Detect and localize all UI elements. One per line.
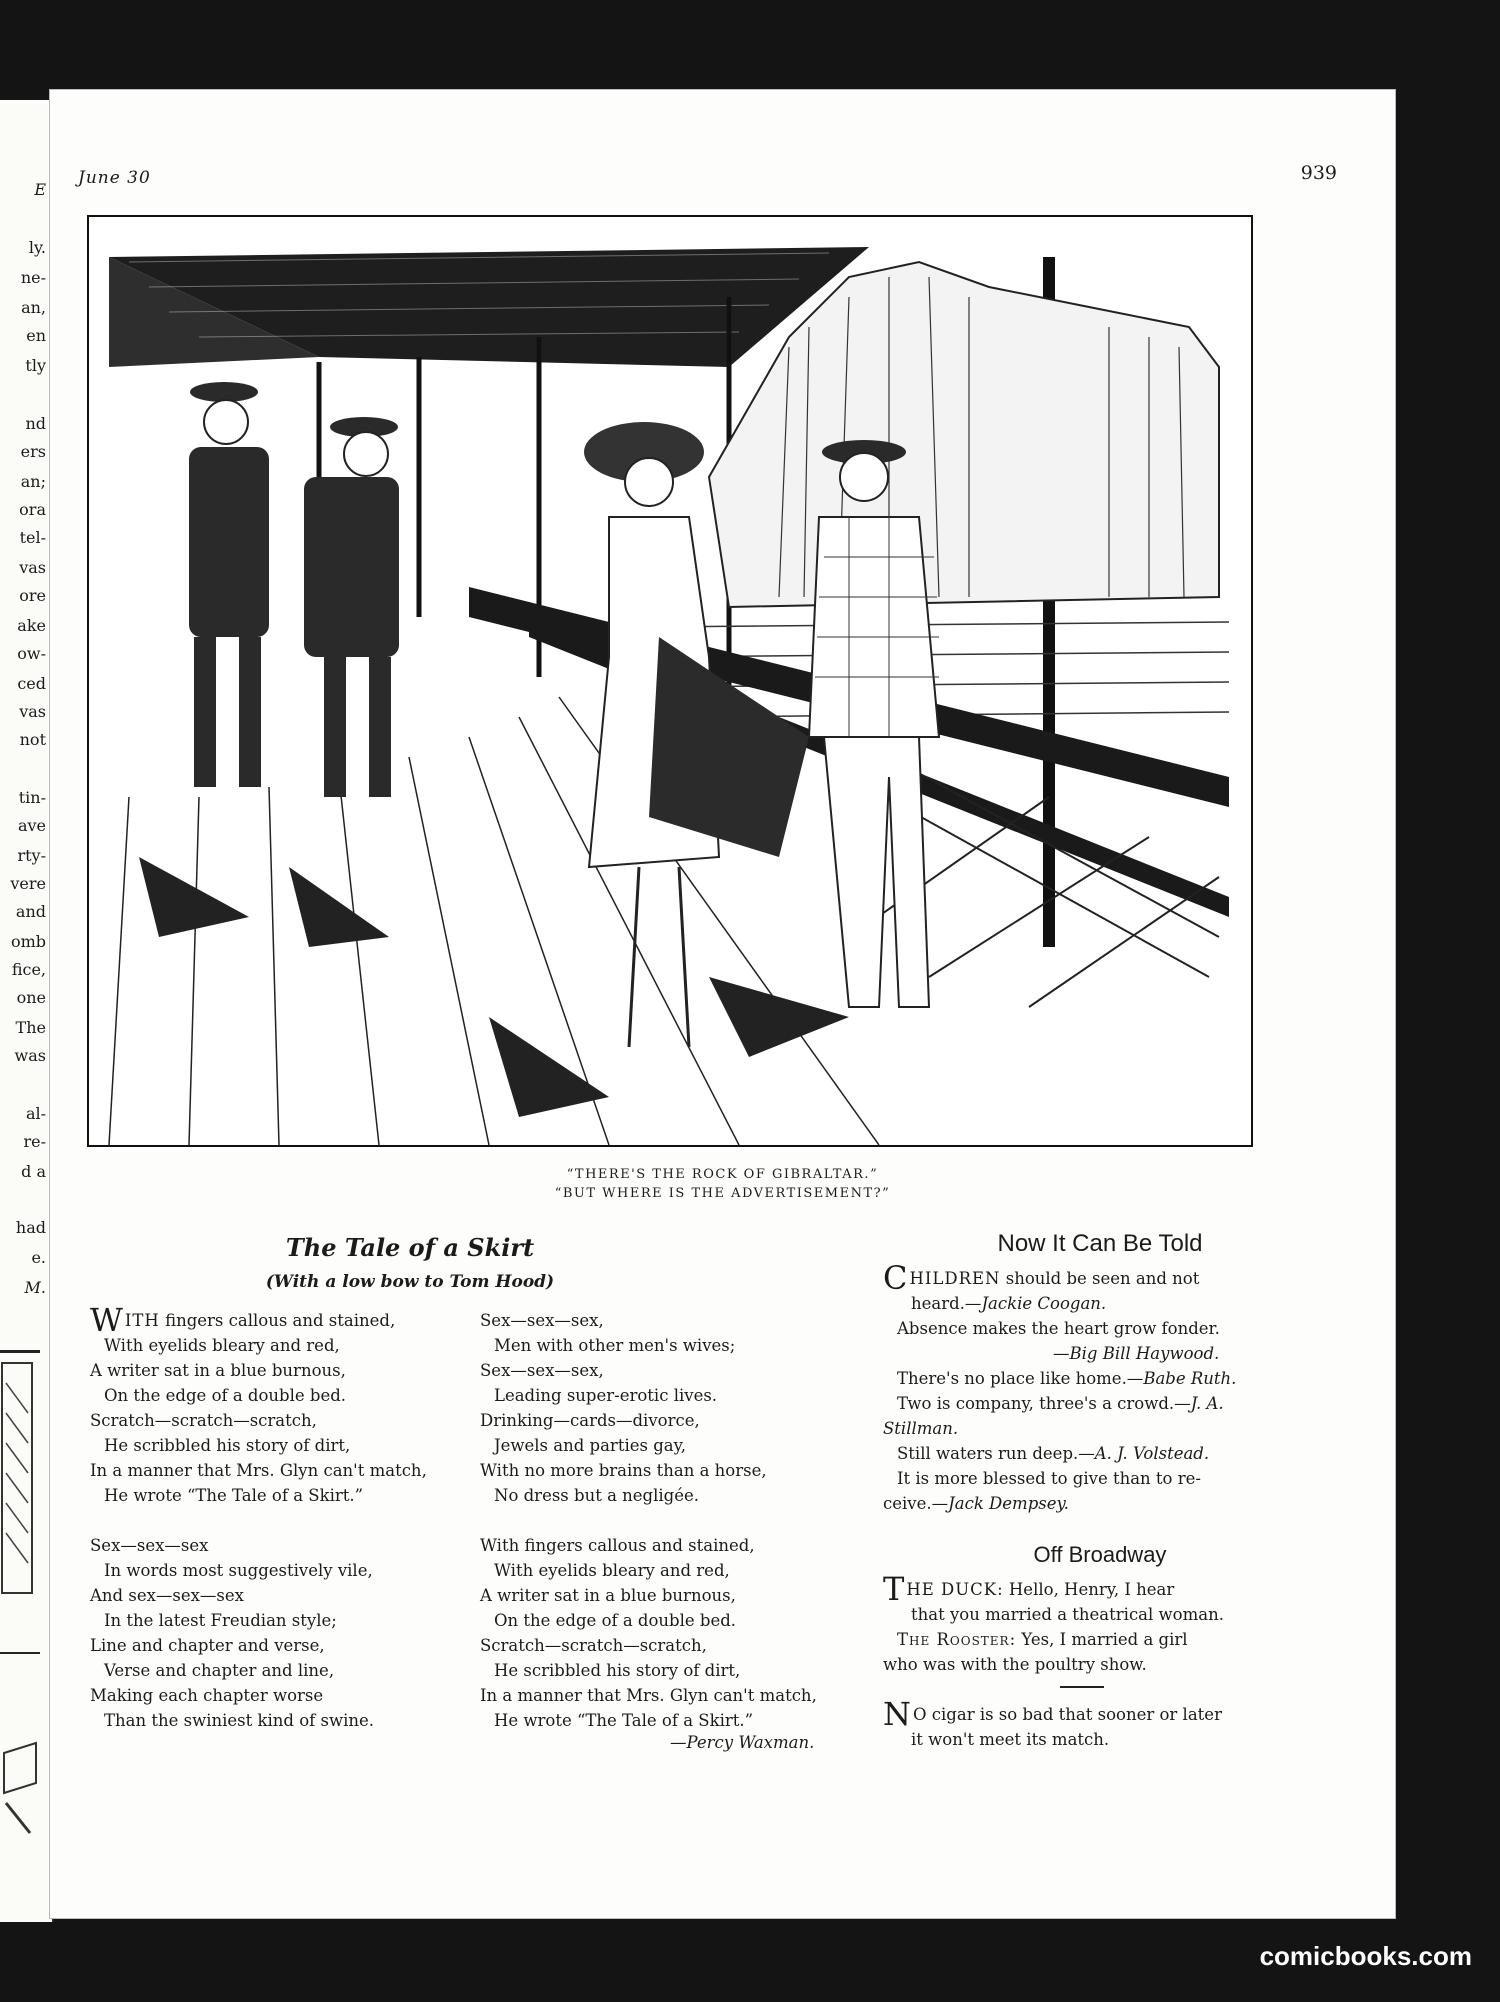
dropcap-t: T <box>883 1570 905 1608</box>
quote-attribution: Jack Dempsey. <box>948 1494 1069 1513</box>
facing-page-word-fragment: ced <box>17 674 46 693</box>
poem-line: With eyelids bleary and red, <box>104 1336 340 1355</box>
poem-line: He wrote “The Tale of a Skirt.” <box>104 1486 364 1505</box>
speaker-rooster: The Rooster: <box>897 1630 1017 1649</box>
dialogue-line: who was with the poultry show. <box>883 1655 1147 1674</box>
dialogue-line: Hello, Henry, I hear <box>1008 1580 1175 1599</box>
poem-line: Scratch—scratch—scratch, <box>90 1411 317 1430</box>
poem-line: A writer sat in a blue burnous, <box>480 1586 736 1605</box>
poem-line: In the latest Freudian style; <box>104 1611 337 1630</box>
speaker-duck: HE DUCK: <box>906 1580 1004 1599</box>
cartoon-caption <box>50 1165 1395 1203</box>
poem-line-text: fingers callous and stained, <box>165 1311 396 1330</box>
poem-line: A writer sat in a blue burnous, <box>90 1361 346 1380</box>
quote-attribution: J. A. <box>1190 1394 1224 1413</box>
magazine-page <box>50 90 1395 1918</box>
poem-line: On the edge of a double bed. <box>494 1611 737 1630</box>
poem-line: Than the swiniest kind of swine. <box>104 1711 374 1730</box>
facing-page-word-fragment: not <box>19 730 46 749</box>
poem-line: He scribbled his story of dirt, <box>494 1661 741 1680</box>
poem-line: With fingers callous and stained, <box>480 1536 755 1555</box>
facing-page-word-fragment: ers <box>20 442 46 461</box>
poem-line: He scribbled his story of dirt, <box>104 1436 351 1455</box>
poem-line: With eyelids bleary and red, <box>494 1561 730 1580</box>
facing-page-word-fragment: rty- <box>17 846 46 865</box>
poem-line: Leading super-erotic lives. <box>494 1386 718 1405</box>
facing-page-word-fragment: ave <box>17 816 46 835</box>
poem-line: Jewels and parties gay, <box>494 1436 686 1455</box>
poem-line: No dress but a negligée. <box>494 1486 700 1505</box>
poem-subtitle: (With a low bow to Tom Hood) <box>265 1272 555 1292</box>
facing-page-word-fragment: had <box>15 1218 46 1237</box>
poem-line: Making each chapter worse <box>90 1686 324 1705</box>
facing-page-word-fragment: al- <box>25 1104 46 1123</box>
poem-line: Verse and chapter and line, <box>104 1661 335 1680</box>
section-divider <box>1060 1686 1104 1688</box>
facing-page-word-fragment: The <box>15 1018 46 1037</box>
poem-line: In a manner that Mrs. Glyn can't match, <box>90 1461 427 1480</box>
facing-page-illustration <box>0 1350 40 1873</box>
dropcap-w: W <box>90 1301 123 1339</box>
facing-page-word-fragment: M. <box>24 1278 46 1297</box>
quote-line: There's no place like home.— <box>897 1369 1144 1388</box>
quote-attribution: Stillman. <box>883 1419 959 1438</box>
facing-page-word-fragment: d a <box>21 1162 46 1181</box>
caption-line-1: “THERE'S THE ROCK OF GIBRALTAR.” <box>566 1167 879 1182</box>
poem-line: Line and chapter and verse, <box>90 1636 325 1655</box>
facing-page-word-fragment: tel- <box>19 528 46 547</box>
poem-line: Men with other men's wives; <box>494 1336 736 1355</box>
poem-column-2 <box>480 1308 817 1733</box>
facing-page-edge <box>0 100 54 1922</box>
poem-line: Sex—sex—sex <box>90 1536 209 1555</box>
quote-line: Still waters run deep.— <box>897 1444 1095 1463</box>
facing-page-word-fragment: e. <box>31 1248 46 1267</box>
facing-page-word-fragment: E <box>34 180 46 199</box>
poem-author: —Percy Waxman. <box>670 1733 815 1752</box>
facing-page-word-fragment: en <box>26 326 46 345</box>
poem-title: The Tale of a Skirt <box>285 1233 535 1262</box>
quote-line: heard.— <box>911 1294 982 1313</box>
dropcap-c: C <box>883 1259 908 1297</box>
joke-line: it won't meet its match. <box>911 1730 1110 1749</box>
poem-line: In words most suggestively vile, <box>104 1561 373 1580</box>
quote-attribution: Babe Ruth. <box>1143 1369 1237 1388</box>
section-heading-now-it-can-be-told: Now It Can Be Told <box>997 1230 1203 1257</box>
facing-page-word-fragment: tin- <box>18 788 46 807</box>
facing-page-word-fragment: ore <box>19 586 46 605</box>
caps-word: HILDREN <box>909 1269 1001 1288</box>
facing-page-word-fragment: ora <box>19 500 46 519</box>
poem-line: He wrote “The Tale of a Skirt.” <box>494 1711 754 1730</box>
poem-line: In a manner that Mrs. Glyn can't match, <box>480 1686 817 1705</box>
quote-attribution: Jackie Coogan. <box>981 1294 1107 1313</box>
facing-page-word-fragment: an, <box>21 298 46 317</box>
quote-line: ceive.— <box>883 1494 949 1513</box>
poem-line: Drinking—cards—divorce, <box>480 1411 700 1430</box>
facing-page-word-fragment: fice, <box>11 960 46 979</box>
facing-page-word-fragment: nd <box>25 414 46 433</box>
facing-page-word-fragment: tly <box>25 356 46 375</box>
issue-date: June 30 <box>78 168 151 188</box>
dropcap-n: N <box>883 1695 911 1733</box>
facing-page-word-fragment: and <box>15 902 46 921</box>
quote-attribution: A. J. Volstead. <box>1094 1444 1210 1463</box>
facing-page-word-fragment: was <box>14 1046 46 1065</box>
facing-page-word-fragment: one <box>16 988 46 1007</box>
quote-attribution: —Big Bill Haywood. <box>1053 1344 1220 1363</box>
poem-line <box>90 1301 427 1339</box>
quote-line: It is more blessed to give than to re- <box>897 1469 1201 1488</box>
poem-line: Sex—sex—sex, <box>480 1311 604 1330</box>
cigar-joke <box>883 1695 1313 1752</box>
poem-line: Scratch—scratch—scratch, <box>480 1636 707 1655</box>
facing-page-word-fragment: vas <box>19 558 46 577</box>
facing-page-word-fragment: omb <box>10 932 46 951</box>
facing-page-word-fragment: ow- <box>17 644 46 663</box>
facing-page-word-fragment: re- <box>23 1132 46 1151</box>
dialogue-line: that you married a theatrical woman. <box>911 1605 1224 1624</box>
poem-line: On the edge of a double bed. <box>104 1386 347 1405</box>
facing-page-word-fragment: an; <box>20 472 46 491</box>
facing-page-word-fragment: ne- <box>20 268 46 287</box>
facing-page-word-fragment: ake <box>17 616 46 635</box>
off-broadway-text <box>883 1570 1313 1677</box>
poem-line: And sex—sex—sex <box>90 1586 244 1605</box>
now-it-can-be-told-text <box>883 1259 1313 1516</box>
caps-word: ITH <box>124 1311 160 1330</box>
poem-line: Sex—sex—sex, <box>480 1361 604 1380</box>
quote-line: Absence makes the heart grow fonder. <box>897 1319 1220 1338</box>
section-heading-off-broadway: Off Broadway <box>1033 1542 1167 1567</box>
quote-line: should be seen and not <box>1005 1269 1200 1288</box>
page-number: 939 <box>1300 162 1337 184</box>
facing-page-word-fragment: ly. <box>28 238 46 257</box>
caption-line-2: “BUT WHERE IS THE ADVERTISEMENT?” <box>554 1186 891 1201</box>
poem-line: With no more brains than a horse, <box>480 1461 767 1480</box>
dialogue-line: Yes, I married a girl <box>1021 1630 1188 1649</box>
poem-column-1 <box>90 1301 427 1733</box>
facing-page-word-fragment: vas <box>19 702 46 721</box>
facing-page-word-fragment: vere <box>10 874 46 893</box>
joke-line: O cigar is so bad that sooner or later <box>913 1705 1222 1724</box>
cartoon-illustration <box>87 215 1253 1147</box>
quote-line: Two is company, three's a crowd.— <box>897 1394 1191 1413</box>
site-watermark: comicbooks.com <box>1259 1941 1472 1971</box>
